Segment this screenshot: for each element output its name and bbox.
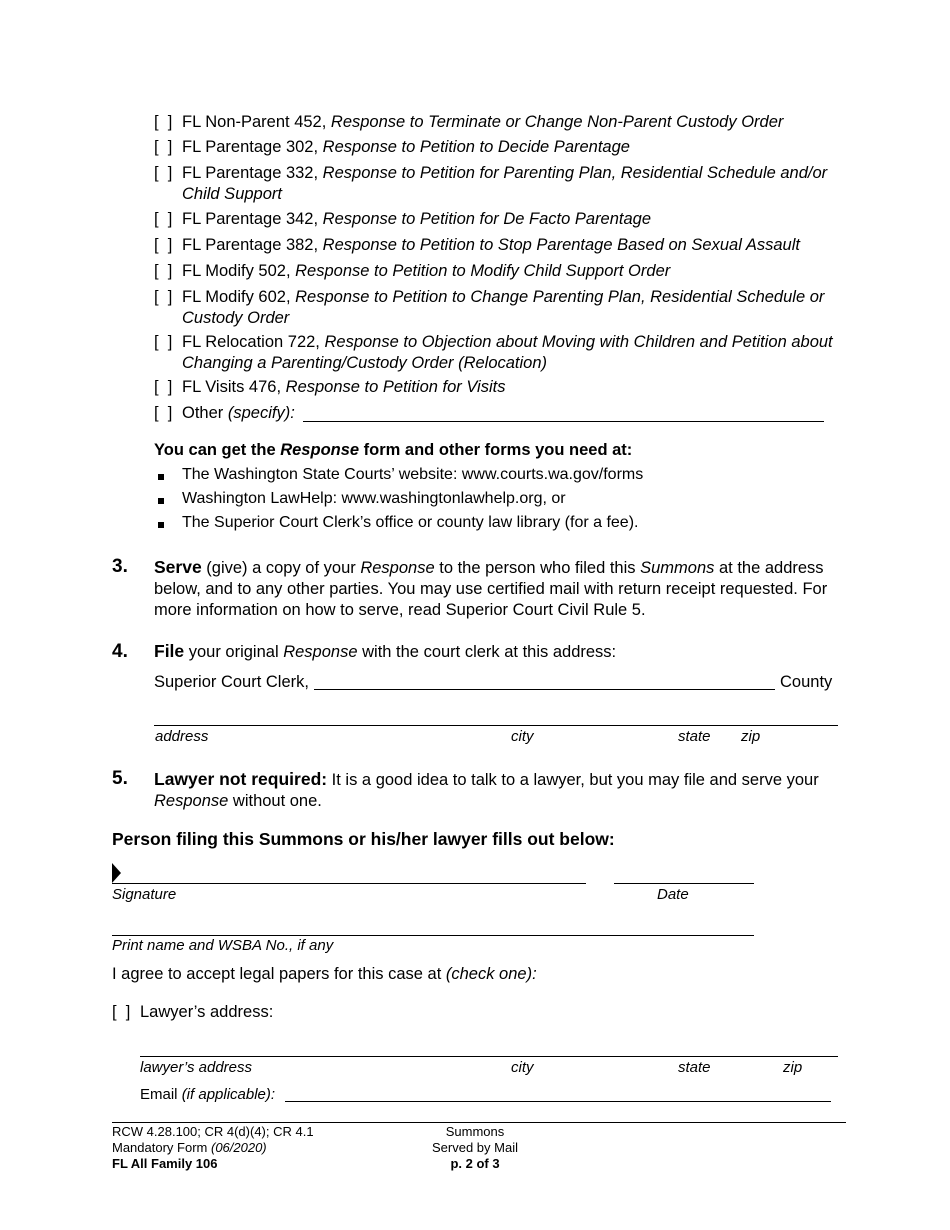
signature-label: Signature — [112, 886, 177, 903]
date-field[interactable] — [614, 883, 754, 884]
lawyer-address-field[interactable] — [140, 1056, 838, 1057]
other-specify: (specify): — [227, 404, 295, 422]
county-field[interactable] — [314, 689, 775, 690]
footer-page-number: p. 2 of 3 — [450, 1156, 500, 1171]
date-label: Date — [657, 886, 689, 903]
step4-file: File your original Response with the court clerk at this address: — [154, 641, 617, 661]
form-title: Response to Petition for De Facto Parentage — [322, 210, 652, 228]
list-item — [154, 332, 844, 374]
form-number: FL Modify 602, — [182, 288, 291, 306]
zip-label: zip — [741, 728, 761, 745]
print-name-label: Print name and WSBA No., if any — [112, 937, 334, 954]
lawyers-address-label: lawyer’s address — [140, 1059, 252, 1076]
step3-serve: Serve (give) a copy of your Response to the person who filed this Summons at the address below, and to any other parties. You may use certified mail with return receipt requested. For more information on how to serve, read Superior Court Civil Rule 5. — [154, 557, 828, 619]
city-label: city — [511, 728, 534, 745]
checkbox[interactable]: [ ] — [154, 138, 173, 156]
step-number: 3. — [112, 556, 128, 577]
other-label: Other — [182, 404, 224, 422]
signature-field[interactable] — [112, 883, 586, 884]
checkbox[interactable]: [ ] — [154, 378, 173, 396]
list-item — [154, 209, 844, 230]
email-label: Email (if applicable): — [140, 1086, 276, 1103]
list-item — [154, 287, 844, 329]
checkbox[interactable]: [ ] — [154, 288, 173, 306]
form-title: Response to Petition for Visits — [285, 378, 506, 396]
lawyer-address-checkbox[interactable]: [ ] — [112, 1003, 131, 1021]
list-item — [154, 235, 844, 256]
form-number: FL Parentage 342, — [182, 210, 319, 228]
list-item — [154, 112, 844, 133]
county-label: County — [780, 673, 833, 691]
form-title: Response to Petition to Change Parenting Plan, Residential Schedule or Custody Order — [182, 288, 825, 327]
footer-center — [395, 1124, 555, 1172]
checkbox[interactable]: [ ] — [154, 404, 173, 422]
state-label: state — [678, 1059, 711, 1076]
step5-lawyer: Lawyer not required: It is a good idea to talk to a lawyer, but you may file and serve your Response without one. — [154, 769, 819, 810]
footer-mandatory: Mandatory Form (06/2020) — [112, 1140, 267, 1155]
form-title: Response to Petition for Parenting Plan, Residential Schedule and/or Child Support — [182, 164, 828, 203]
filer-heading: Person filing this Summons or his/her lawyer fills out below: — [112, 829, 615, 849]
state-label: state — [678, 728, 711, 745]
signature-arrow-icon — [112, 863, 121, 883]
form-title: Response to Objection about Moving with Children and Petition about Changing a Parenting/Custody Order (Relocation) — [182, 333, 833, 372]
city-label: city — [511, 1059, 534, 1076]
footer-form-id: FL All Family 106 — [112, 1156, 218, 1171]
list-item — [154, 137, 844, 158]
get-forms-heading: You can get the Response form and other forms you need at: — [154, 441, 633, 459]
form-title: Response to Petition to Stop Parentage Based on Sexual Assault — [322, 236, 800, 254]
email-field[interactable] — [285, 1101, 831, 1102]
checkbox[interactable]: [ ] — [154, 236, 173, 254]
footer-left — [112, 1124, 314, 1172]
list-item — [154, 261, 844, 282]
checkbox[interactable]: [ ] — [154, 333, 173, 351]
checkbox[interactable]: [ ] — [154, 262, 173, 280]
footer-doc-title: Summons — [445, 1124, 505, 1139]
form-number: FL Modify 502, — [182, 262, 291, 280]
list-item — [154, 163, 844, 205]
lawyer-address-label: Lawyer’s address: — [140, 1003, 274, 1021]
step-number: 5. — [112, 768, 128, 789]
agree-text: I agree to accept legal papers for this case at (check one): — [112, 965, 537, 983]
list-item: Washington LawHelp: www.washingtonlawhelp.org, or — [158, 490, 566, 508]
checkbox[interactable]: [ ] — [154, 210, 173, 228]
zip-label: zip — [783, 1059, 803, 1076]
other-specify-field[interactable] — [303, 421, 824, 422]
list-item — [154, 377, 844, 398]
court-address-field[interactable] — [154, 725, 838, 726]
form-number: FL Parentage 382, — [182, 236, 319, 254]
list-item: The Superior Court Clerk’s office or county law library (for a fee). — [158, 514, 638, 532]
print-name-field[interactable] — [112, 935, 754, 936]
checkbox[interactable]: [ ] — [154, 113, 173, 131]
form-number: FL Parentage 332, — [182, 164, 319, 182]
footer-divider — [112, 1122, 846, 1123]
form-number: FL Parentage 302, — [182, 138, 319, 156]
form-number: FL Visits 476, — [182, 378, 282, 396]
form-title: Response to Petition to Modify Child Support Order — [295, 262, 671, 280]
form-number: FL Non-Parent 452, — [182, 113, 327, 131]
step-number: 4. — [112, 641, 128, 662]
footer-rcw: RCW 4.28.100; CR 4(d)(4); CR 4.1 — [112, 1124, 314, 1139]
list-item: The Washington State Courts’ website: www.courts.wa.gov/forms — [158, 466, 643, 484]
footer-doc-subtitle: Served by Mail — [432, 1140, 518, 1155]
address-label: address — [155, 728, 209, 745]
form-title: Response to Petition to Decide Parentage — [322, 138, 630, 156]
checkbox[interactable]: [ ] — [154, 164, 173, 182]
form-title: Response to Terminate or Change Non-Parent Custody Order — [330, 113, 784, 131]
clerk-label: Superior Court Clerk, — [154, 673, 309, 691]
form-number: FL Relocation 722, — [182, 333, 320, 351]
